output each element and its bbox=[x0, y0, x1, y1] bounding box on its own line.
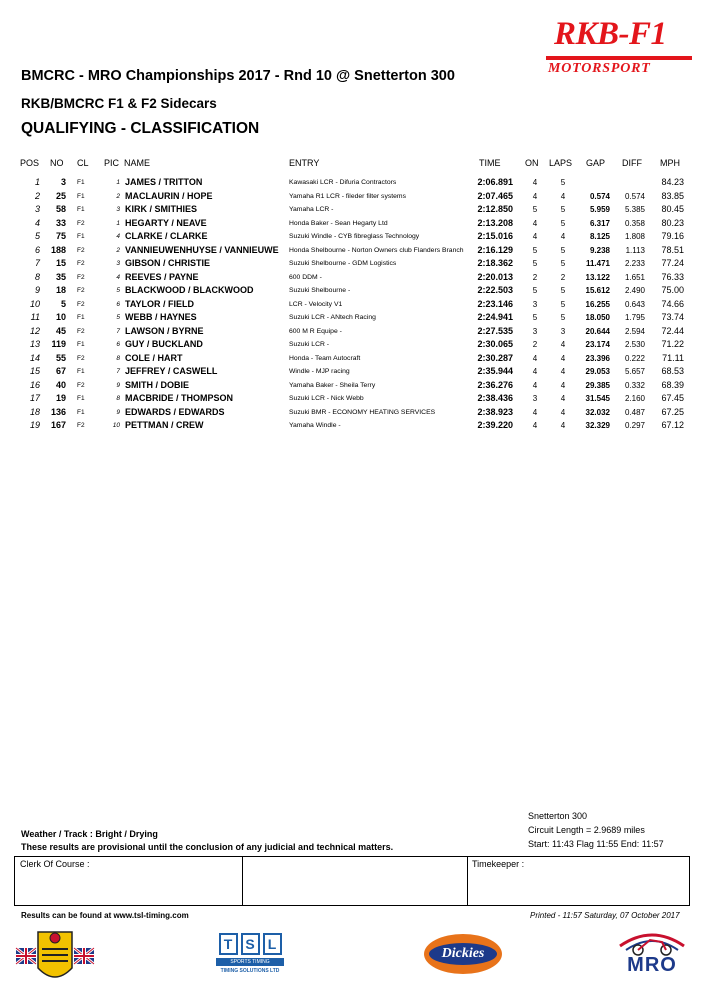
cell-gap: 31.545 bbox=[585, 394, 610, 404]
cell-pos: 18 bbox=[29, 406, 40, 417]
session-title: QUALIFYING - CLASSIFICATION bbox=[21, 120, 260, 137]
cell-on: 4 bbox=[532, 367, 538, 377]
cell-laps: 4 bbox=[560, 353, 566, 363]
cell-gap: 16.255 bbox=[585, 299, 610, 309]
table-row bbox=[0, 407, 707, 421]
cell-time: 2:35.944 bbox=[477, 366, 513, 377]
dickies-text: Dickies bbox=[441, 946, 485, 961]
cell-pic: 9 bbox=[116, 408, 120, 416]
cell-mph: 71.11 bbox=[662, 352, 684, 363]
col-on: ON bbox=[525, 158, 539, 168]
mro-logo bbox=[614, 928, 690, 982]
cell-laps: 4 bbox=[560, 340, 566, 350]
cell-time: 2:23.146 bbox=[477, 298, 513, 309]
cell-pic: 8 bbox=[116, 354, 120, 362]
cell-on: 4 bbox=[532, 407, 538, 417]
cell-diff: 0.643 bbox=[624, 299, 645, 309]
cell-time: 2:38.923 bbox=[477, 406, 513, 417]
circuit-name: Snetterton 300 bbox=[528, 811, 588, 821]
cell-on: 3 bbox=[532, 299, 538, 309]
col-pos: POS bbox=[20, 158, 40, 168]
cell-time: 2:16.129 bbox=[477, 244, 513, 255]
cell-no: 3 bbox=[60, 177, 66, 187]
cell-entry: Suzuki LCR - bbox=[289, 341, 330, 349]
table-row bbox=[0, 366, 707, 380]
cell-laps: 4 bbox=[560, 380, 566, 390]
cell-pic: 6 bbox=[116, 300, 120, 308]
cell-no: 40 bbox=[55, 379, 66, 390]
timekeeper-label: Timekeeper : bbox=[472, 859, 525, 869]
signature-box bbox=[14, 856, 690, 906]
cell-cl: F1 bbox=[77, 192, 85, 200]
cell-entry: Honda Shelbourne - Norton Owners club Flanders Branch bbox=[289, 246, 464, 254]
cell-pic: 4 bbox=[116, 233, 120, 241]
cell-name: TAYLOR / FIELD bbox=[125, 298, 195, 309]
cell-no: 75 bbox=[55, 231, 66, 242]
cell-gap: 29.053 bbox=[585, 367, 610, 377]
mro-text: MRO bbox=[627, 954, 677, 976]
cell-name: SMITH / DOBIE bbox=[125, 379, 190, 390]
cell-diff: 2.530 bbox=[624, 340, 645, 350]
box-divider bbox=[467, 857, 468, 905]
cell-diff: 1.113 bbox=[625, 245, 645, 255]
cell-gap: 23.174 bbox=[585, 340, 610, 350]
cell-cl: F2 bbox=[77, 287, 85, 295]
cell-mph: 67.45 bbox=[661, 393, 684, 404]
cell-pic: 3 bbox=[116, 260, 120, 268]
cell-no: 67 bbox=[55, 366, 66, 377]
cell-mph: 78.51 bbox=[661, 244, 684, 255]
table-row bbox=[0, 285, 707, 299]
cell-cl: F1 bbox=[77, 395, 85, 403]
cell-no: 45 bbox=[55, 325, 66, 336]
bmcrc-logo bbox=[14, 928, 96, 988]
cell-no: 188 bbox=[50, 244, 66, 255]
cell-pos: 16 bbox=[29, 379, 40, 390]
provisional-note: These results are provisional until the conclusion of any judicial and technical matters. bbox=[21, 842, 394, 852]
cell-cl: F2 bbox=[77, 246, 85, 254]
cell-no: 5 bbox=[60, 298, 66, 309]
table-row bbox=[0, 245, 707, 259]
col-time: TIME bbox=[479, 158, 501, 168]
cell-no: 18 bbox=[55, 285, 66, 296]
cell-no: 10 bbox=[55, 312, 66, 323]
col-diff: DIFF bbox=[622, 158, 642, 168]
cell-mph: 73.74 bbox=[661, 312, 684, 323]
cell-name: VANNIEUWENHUYSE / VANNIEUWE bbox=[125, 244, 279, 255]
cell-cl: F2 bbox=[77, 381, 85, 389]
cell-no: 25 bbox=[55, 190, 66, 201]
cell-no: 58 bbox=[55, 204, 66, 215]
cell-on: 4 bbox=[532, 191, 538, 201]
results-url: Results can be found at www.tsl-timing.com bbox=[21, 911, 189, 920]
col-mph: MPH bbox=[660, 158, 680, 168]
table-row bbox=[0, 339, 707, 353]
clerk-label: Clerk Of Course : bbox=[20, 859, 90, 869]
cell-laps: 4 bbox=[560, 407, 566, 417]
cell-on: 5 bbox=[532, 259, 538, 269]
weather-track: Weather / Track : Bright / Drying bbox=[21, 829, 158, 839]
cell-pos: 15 bbox=[29, 366, 40, 377]
cell-time: 2:15.016 bbox=[477, 231, 513, 242]
cell-cl: F2 bbox=[77, 260, 85, 268]
cell-mph: 71.22 bbox=[661, 339, 684, 350]
tsl-letter: L bbox=[263, 933, 282, 955]
cell-diff: 2.160 bbox=[624, 394, 645, 404]
cell-mph: 68.39 bbox=[661, 379, 684, 390]
cell-diff: 1.808 bbox=[624, 232, 645, 242]
cell-entry: Windle - MJP racing bbox=[289, 368, 350, 376]
event-title: BMCRC - MRO Championships 2017 - Rnd 10 @ Snetterton 300 bbox=[21, 68, 455, 84]
cell-name: CLARKE / CLARKE bbox=[125, 231, 208, 242]
cell-time: 2:22.503 bbox=[477, 285, 513, 296]
cell-pos: 2 bbox=[34, 190, 40, 201]
cell-pos: 17 bbox=[29, 393, 40, 404]
cell-diff: 2.233 bbox=[624, 259, 645, 269]
table-row bbox=[0, 191, 707, 205]
cell-on: 3 bbox=[532, 326, 538, 336]
cell-diff: 0.487 bbox=[624, 407, 645, 417]
cell-pos: 9 bbox=[34, 285, 40, 296]
cell-cl: F1 bbox=[77, 368, 85, 376]
cell-pos: 6 bbox=[34, 244, 40, 255]
cell-time: 2:27.535 bbox=[477, 325, 513, 336]
cell-mph: 67.12 bbox=[661, 420, 684, 431]
cell-entry: 600 M R Equipe - bbox=[289, 327, 342, 335]
cell-diff: 0.574 bbox=[624, 191, 645, 201]
col-gap: GAP bbox=[586, 158, 606, 168]
cell-time: 2:07.465 bbox=[477, 190, 513, 201]
table-row bbox=[0, 312, 707, 326]
cell-pos: 11 bbox=[30, 312, 40, 323]
cell-gap: 0.574 bbox=[589, 191, 610, 201]
cell-pos: 12 bbox=[29, 325, 40, 336]
cell-pos: 10 bbox=[29, 298, 40, 309]
cell-time: 2:24.941 bbox=[477, 312, 513, 323]
cell-cl: F1 bbox=[77, 408, 85, 416]
cell-gap: 5.959 bbox=[589, 205, 610, 215]
cell-mph: 79.16 bbox=[661, 231, 684, 242]
cell-gap: 6.317 bbox=[589, 218, 610, 228]
cell-cl: F1 bbox=[77, 341, 85, 349]
cell-laps: 5 bbox=[560, 218, 566, 228]
cell-pic: 4 bbox=[116, 273, 120, 281]
col-cl: CL bbox=[77, 158, 89, 168]
cell-pic: 9 bbox=[116, 381, 120, 389]
cell-entry: Suzuki LCR - Nick Webb bbox=[289, 395, 364, 403]
cell-mph: 67.25 bbox=[661, 406, 684, 417]
cell-mph: 68.53 bbox=[661, 366, 684, 377]
cell-mph: 74.66 bbox=[661, 298, 684, 309]
cell-pos: 4 bbox=[34, 217, 40, 228]
cell-mph: 72.44 bbox=[661, 325, 684, 336]
cell-gap: 18.050 bbox=[585, 313, 610, 323]
cell-time: 2:39.220 bbox=[477, 420, 513, 431]
bmcrc-crest-icon bbox=[14, 928, 96, 988]
cell-diff: 0.332 bbox=[624, 380, 645, 390]
cell-cl: F2 bbox=[77, 219, 85, 227]
cell-cl: F2 bbox=[77, 300, 85, 308]
cell-diff: 1.651 bbox=[624, 272, 645, 282]
cell-diff: 2.594 bbox=[624, 326, 645, 336]
cell-diff: 5.385 bbox=[624, 205, 645, 215]
cell-diff: 5.657 bbox=[624, 367, 645, 377]
cell-no: 55 bbox=[55, 352, 66, 363]
cell-name: WEBB / HAYNES bbox=[125, 312, 197, 323]
tsl-company: TIMING SOLUTIONS LTD bbox=[220, 968, 280, 974]
cell-cl: F2 bbox=[77, 327, 85, 335]
table-row bbox=[0, 326, 707, 340]
cell-pos: 5 bbox=[34, 231, 40, 242]
cell-no: 19 bbox=[55, 393, 66, 404]
cell-cl: F2 bbox=[77, 354, 85, 362]
cell-laps: 3 bbox=[560, 326, 566, 336]
rkb-f1-logo bbox=[546, 16, 692, 74]
cell-time: 2:06.891 bbox=[477, 177, 513, 187]
cell-gap: 13.122 bbox=[585, 272, 610, 282]
cell-laps: 5 bbox=[560, 299, 566, 309]
logo-line2: MOTORSPORT bbox=[548, 61, 651, 76]
cell-time: 2:20.013 bbox=[477, 271, 513, 282]
cell-pos: 7 bbox=[34, 258, 40, 269]
col-pic: PIC bbox=[104, 158, 120, 168]
cell-pic: 2 bbox=[116, 246, 120, 254]
cell-on: 5 bbox=[532, 245, 538, 255]
cell-on: 5 bbox=[532, 205, 538, 215]
tsl-subtitle: SPORTS TIMING bbox=[216, 958, 284, 966]
table-row bbox=[0, 393, 707, 407]
cell-gap: 32.032 bbox=[585, 407, 610, 417]
cell-pic: 6 bbox=[116, 341, 120, 349]
cell-entry: Suzuki Windle - CYB fibreglass Technology bbox=[289, 233, 420, 241]
cell-on: 4 bbox=[532, 218, 538, 228]
cell-name: LAWSON / BYRNE bbox=[125, 325, 204, 336]
cell-on: 5 bbox=[532, 286, 538, 296]
cell-entry: Suzuki Shelbourne - GDM Logistics bbox=[289, 260, 397, 268]
cell-diff: 0.222 bbox=[624, 353, 645, 363]
cell-pic: 8 bbox=[116, 395, 120, 403]
cell-pos: 14 bbox=[29, 352, 40, 363]
cell-no: 33 bbox=[55, 217, 66, 228]
cell-time: 2:13.208 bbox=[477, 217, 513, 228]
cell-pic: 5 bbox=[116, 314, 120, 322]
cell-diff: 0.297 bbox=[624, 421, 645, 431]
cell-laps: 4 bbox=[560, 232, 566, 242]
cell-diff: 2.490 bbox=[624, 286, 645, 296]
cell-gap: 15.612 bbox=[585, 286, 610, 296]
cell-gap: 20.644 bbox=[585, 326, 610, 336]
cell-entry: Honda - Team Autocraft bbox=[289, 354, 361, 362]
cell-gap: 23.396 bbox=[585, 353, 610, 363]
table-row bbox=[0, 177, 707, 191]
cell-on: 3 bbox=[532, 394, 538, 404]
cell-mph: 84.23 bbox=[661, 177, 684, 187]
cell-name: HEGARTY / NEAVE bbox=[125, 217, 207, 228]
logo-underline bbox=[546, 56, 692, 60]
col-no: NO bbox=[50, 158, 64, 168]
cell-no: 167 bbox=[50, 420, 66, 431]
table-row bbox=[0, 299, 707, 313]
cell-no: 35 bbox=[55, 271, 66, 282]
cell-no: 136 bbox=[50, 406, 66, 417]
cell-mph: 77.24 bbox=[661, 258, 684, 269]
table-row bbox=[0, 420, 707, 434]
cell-name: MACBRIDE / THOMPSON bbox=[125, 393, 233, 404]
cell-diff: 0.358 bbox=[624, 218, 645, 228]
cell-time: 2:30.287 bbox=[477, 352, 513, 363]
cell-diff: 1.795 bbox=[624, 313, 645, 323]
table-row bbox=[0, 258, 707, 272]
cell-on: 4 bbox=[532, 232, 538, 242]
cell-time: 2:18.362 bbox=[477, 258, 513, 269]
cell-no: 15 bbox=[55, 258, 66, 269]
table-row bbox=[0, 231, 707, 245]
cell-gap: 8.125 bbox=[589, 232, 610, 242]
cell-pos: 13 bbox=[29, 339, 40, 350]
cell-name: EDWARDS / EDWARDS bbox=[125, 406, 225, 417]
cell-laps: 4 bbox=[560, 421, 566, 431]
cell-on: 2 bbox=[532, 340, 538, 350]
cell-on: 4 bbox=[532, 353, 538, 363]
col-entry: ENTRY bbox=[289, 158, 320, 168]
cell-laps: 5 bbox=[560, 313, 566, 323]
cell-cl: F2 bbox=[77, 422, 85, 430]
cell-entry: Yamaha Baker - Sheila Terry bbox=[289, 381, 376, 389]
cell-gap: 9.238 bbox=[589, 245, 610, 255]
cell-on: 4 bbox=[532, 380, 538, 390]
cell-gap: 32.329 bbox=[585, 421, 610, 431]
cell-laps: 2 bbox=[560, 272, 566, 282]
table-row bbox=[0, 353, 707, 367]
cell-laps: 4 bbox=[560, 394, 566, 404]
cell-entry: Suzuki Shelbourne - bbox=[289, 287, 351, 295]
cell-pos: 8 bbox=[34, 271, 40, 282]
table-header bbox=[0, 158, 707, 172]
cell-laps: 5 bbox=[560, 286, 566, 296]
cell-name: COLE / HART bbox=[125, 352, 183, 363]
circuit-length: Circuit Length = 2.9689 miles bbox=[528, 825, 645, 835]
cell-no: 119 bbox=[51, 339, 66, 350]
cell-gap: 29.385 bbox=[585, 380, 610, 390]
cell-cl: F2 bbox=[77, 273, 85, 281]
cell-mph: 76.33 bbox=[661, 271, 684, 282]
cell-cl: F1 bbox=[77, 206, 85, 214]
cell-entry: Suzuki BMR - ECONOMY HEATING SERVICES bbox=[289, 408, 436, 416]
cell-pic: 3 bbox=[116, 206, 120, 214]
cell-pic: 1 bbox=[116, 179, 120, 186]
cell-entry: LCR - Velocity V1 bbox=[289, 300, 343, 308]
cell-entry: Kawasaki LCR - Difuria Contractors bbox=[289, 179, 397, 186]
class-title: RKB/BMCRC F1 & F2 Sidecars bbox=[21, 96, 217, 111]
tsl-logo bbox=[216, 933, 284, 979]
cell-laps: 5 bbox=[560, 178, 566, 187]
cell-laps: 4 bbox=[560, 367, 566, 377]
cell-on: 4 bbox=[532, 178, 538, 187]
cell-laps: 4 bbox=[560, 191, 566, 201]
cell-name: KIRK / SMITHIES bbox=[125, 204, 198, 215]
cell-laps: 5 bbox=[560, 259, 566, 269]
dickies-logo bbox=[424, 934, 502, 974]
cell-name: BLACKWOOD / BLACKWOOD bbox=[125, 285, 254, 296]
table-row bbox=[0, 272, 707, 286]
col-name: NAME bbox=[124, 158, 151, 168]
cell-pic: 10 bbox=[112, 422, 120, 430]
cell-on: 4 bbox=[532, 421, 538, 431]
cell-cl: F1 bbox=[77, 179, 85, 186]
cell-laps: 5 bbox=[560, 205, 566, 215]
cell-name: MACLAURIN / HOPE bbox=[125, 190, 213, 201]
cell-name: PETTMAN / CREW bbox=[125, 420, 204, 431]
col-laps: LAPS bbox=[549, 158, 573, 168]
cell-pic: 1 bbox=[116, 219, 120, 227]
cell-entry: Honda Baker - Sean Hegarty Ltd bbox=[289, 219, 388, 227]
logo-line1: RKB-F1 bbox=[554, 16, 667, 52]
cell-time: 2:38.436 bbox=[477, 393, 513, 404]
cell-pos: 19 bbox=[29, 420, 40, 431]
cell-entry: Yamaha R1 LCR - fileder filter systems bbox=[289, 192, 406, 200]
cell-mph: 80.45 bbox=[661, 204, 684, 215]
cell-entry: Yamaha Windle - bbox=[289, 422, 341, 430]
cell-mph: 83.85 bbox=[661, 190, 684, 201]
cell-pos: 1 bbox=[34, 177, 40, 187]
cell-pic: 2 bbox=[116, 192, 120, 200]
cell-cl: F1 bbox=[77, 314, 85, 322]
tsl-letter: S bbox=[241, 933, 260, 955]
cell-on: 2 bbox=[532, 272, 538, 282]
cell-laps: 5 bbox=[560, 245, 566, 255]
cell-entry: Suzuki LCR - ANtech Racing bbox=[289, 314, 376, 322]
cell-name: JEFFREY / CASWELL bbox=[125, 366, 218, 377]
tsl-letters bbox=[216, 933, 284, 955]
box-divider bbox=[242, 857, 243, 905]
cell-name: GIBSON / CHRISTIE bbox=[125, 258, 211, 269]
cell-entry: 600 DDM - bbox=[289, 273, 322, 281]
cell-time: 2:30.065 bbox=[477, 339, 513, 350]
cell-cl: F1 bbox=[77, 233, 85, 241]
cell-time: 2:36.276 bbox=[477, 379, 513, 390]
tsl-letter: T bbox=[219, 933, 238, 955]
table-row bbox=[0, 218, 707, 232]
table-row bbox=[0, 380, 707, 394]
cell-gap: 11.471 bbox=[585, 259, 610, 269]
cell-name: REEVES / PAYNE bbox=[125, 271, 199, 282]
cell-mph: 80.23 bbox=[661, 217, 684, 228]
cell-pos: 3 bbox=[34, 204, 40, 215]
cell-name: GUY / BUCKLAND bbox=[125, 339, 203, 350]
cell-on: 5 bbox=[532, 313, 538, 323]
cell-time: 2:12.850 bbox=[477, 204, 513, 215]
printed-timestamp: Printed - 11:57 Saturday, 07 October 2017 bbox=[530, 911, 680, 920]
cell-pic: 7 bbox=[116, 327, 120, 335]
cell-pic: 7 bbox=[116, 368, 120, 376]
cell-pic: 5 bbox=[116, 287, 120, 295]
cell-name: JAMES / TRITTON bbox=[125, 177, 203, 187]
cell-entry: Yamaha LCR - bbox=[289, 206, 334, 214]
table-row bbox=[0, 204, 707, 218]
cell-mph: 75.00 bbox=[661, 285, 684, 296]
session-times: Start: 11:43 Flag 11:55 End: 11:57 bbox=[528, 839, 664, 849]
